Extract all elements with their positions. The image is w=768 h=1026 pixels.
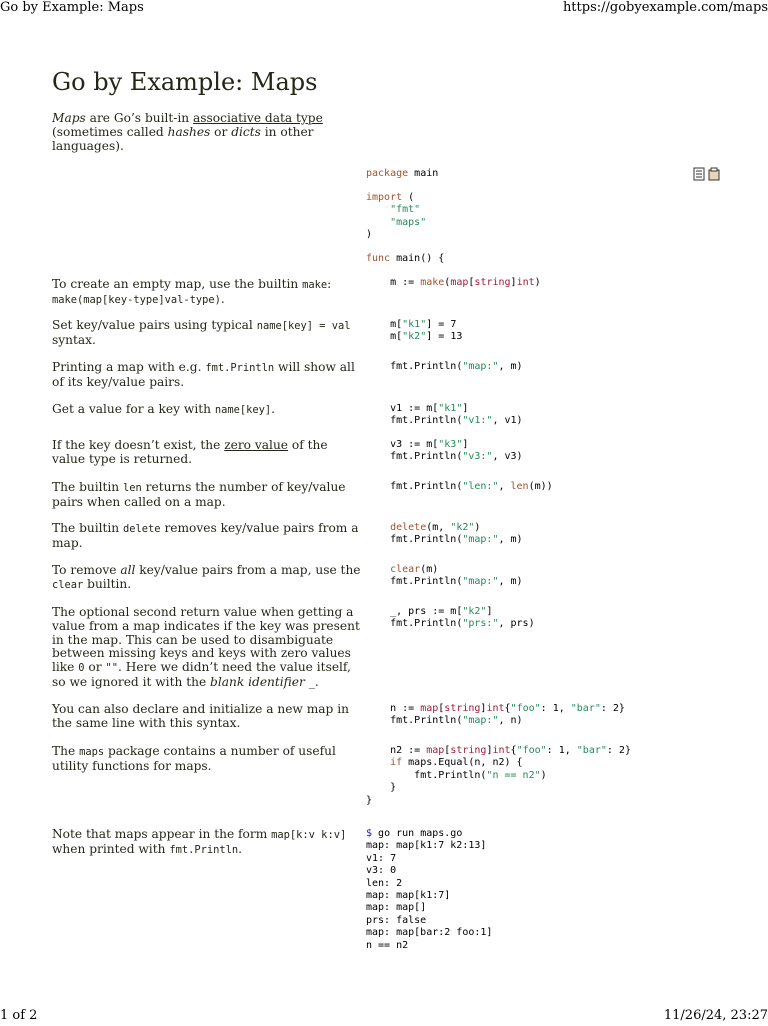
- print-header-url: https://gobyexample.com/maps: [562, 0, 768, 15]
- print-footer: [0, 1008, 768, 1026]
- shell-prompt: $: [366, 828, 373, 839]
- doc-delete: The builtin delete removes key/value pairs from a map.: [52, 521, 359, 550]
- doc-zero: If the key doesn’t exist, the zero value of the value type is returned.: [52, 438, 328, 466]
- code-get: v1 := m["k1"] fmt.Println("v1:", v1): [390, 403, 523, 427]
- code-make: m := make(map[string]int): [390, 277, 541, 288]
- doc-maps-package: The maps package contains a number of useful utility functions for maps.: [52, 744, 336, 773]
- intro-hashes-term: hashes: [167, 124, 211, 139]
- doc-prs: The optional second return value when getting a value from a map indicates if the key was present in the map. This can be used to disambiguate between missing keys and keys with zero values like 0 or "". Here we didn’t need the value itself, so we ignored it with the blank identifier _.: [52, 605, 360, 689]
- code-literal: n := map[string]int{"foo": 1, "bar": 2} fmt.Println("map:", n): [390, 703, 625, 727]
- shell-command: go run maps.go: [372, 828, 463, 839]
- doc-note: Note that maps appear in the form map[k:v k:v] when printed with fmt.Println.: [52, 827, 347, 856]
- doc-literal: You can also declare and initialize a new map in the same line with this syntax.: [52, 702, 349, 730]
- code-len: fmt.Println("len:", len(m)): [390, 481, 553, 492]
- page-title: Go by Example: Maps: [52, 68, 318, 96]
- print-datetime: 11/26/24, 23:27: [663, 1008, 768, 1023]
- doc-print: Printing a map with e.g. fmt.Println will show all of its key/value pairs.: [52, 360, 355, 389]
- intro-dicts-term: dicts: [231, 124, 261, 139]
- terminal-output: [366, 828, 492, 952]
- intro-paragraph: [52, 112, 362, 153]
- output-line: len: 2: [366, 877, 403, 889]
- output-line: map: map[k1:7 k2:13]: [366, 840, 487, 852]
- code-zero: v3 := m["k3"] fmt.Println("v3:", v3): [390, 439, 523, 463]
- run-icon[interactable]: [709, 168, 719, 180]
- code-import: import ( "fmt" "maps" ): [366, 192, 427, 241]
- code-prs: _, prs := m["k2"] fmt.Println("prs:", prs): [390, 606, 535, 630]
- output-line: prs: false: [366, 914, 427, 926]
- code-package: package main: [366, 168, 439, 179]
- print-page-number: 1 of 2: [0, 1008, 38, 1023]
- intro-text: in other languages).: [52, 124, 314, 153]
- code-maps-equal: n2 := map[string]int{"foo": 1, "bar": 2} if maps.Equal(n, n2) { fmt.Println("n == n2") } }: [366, 745, 631, 806]
- code-clear: clear(m) fmt.Println("map:", m): [390, 564, 523, 588]
- intro-text: (sometimes called: [52, 124, 168, 139]
- output-line: map: map[bar:2 foo:1]: [366, 927, 493, 939]
- code-toolbar: [693, 167, 721, 181]
- zero-value-link[interactable]: zero value: [224, 438, 289, 452]
- doc-set: Set key/value pairs using typical name[key] = val syntax.: [52, 318, 351, 347]
- intro-text: are Go’s built-in: [85, 111, 194, 125]
- associative-data-type-link[interactable]: associative data type: [193, 111, 323, 125]
- output-line: v3: 0: [366, 865, 397, 877]
- doc-len: The builtin len returns the number of key/value pairs when called on a map.: [52, 480, 346, 509]
- output-line: map: map[]: [366, 902, 427, 914]
- output-line: map: map[k1:7]: [366, 890, 451, 902]
- output-line: n == n2: [366, 939, 409, 951]
- doc-clear: To remove all key/value pairs from a map, use the clear builtin.: [52, 563, 361, 591]
- intro-text: or: [210, 124, 232, 139]
- print-header-title: Go by Example: Maps: [0, 0, 144, 15]
- output-line: v1: 7: [366, 852, 397, 864]
- copy-icon[interactable]: [694, 168, 704, 180]
- doc-get: Get a value for a key with name[key].: [52, 402, 276, 416]
- code-set: m["k1"] = 7 m["k2"] = 13: [390, 319, 463, 343]
- intro-maps-term: Maps: [52, 111, 86, 125]
- code-delete: delete(m, "k2") fmt.Println("map:", m): [390, 522, 523, 546]
- code-print: fmt.Println("map:", m): [390, 361, 523, 372]
- doc-make: To create an empty map, use the builtin make: make(map[key-type]val-type).: [52, 277, 332, 306]
- print-header: [0, 0, 768, 18]
- code-func-main: func main() {: [366, 253, 445, 264]
